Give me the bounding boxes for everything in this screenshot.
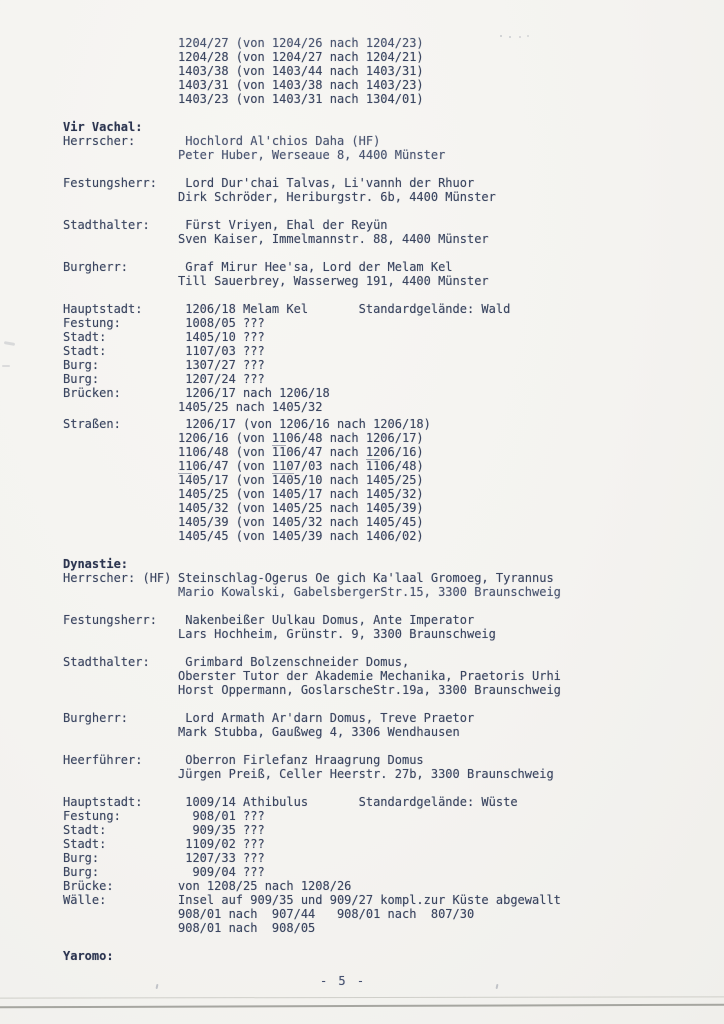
- section-heading-yaromo: Yaromo:: [63, 949, 114, 963]
- field-label: Stadt:: [63, 344, 107, 358]
- field-value: [178, 809, 265, 823]
- field-label: Brücke:: [63, 879, 114, 893]
- value-line: Sven Kaiser, Immelmannstr. 88, 4400 Münster: [178, 232, 489, 246]
- value-line: 1405/45 (von 1405/39 nach 1406/02): [178, 529, 424, 543]
- value-line: Peter Huber, Werseaue 8, 4400 Münster: [178, 148, 446, 162]
- field-label: Straßen:: [63, 417, 121, 431]
- value-line: von 1208/25 nach 1208/26: [178, 879, 352, 893]
- value-line: 1206/17 (von 1206/16 nach 1206/18): [178, 417, 431, 431]
- scan-artifact: [4, 341, 15, 346]
- record-row: [63, 711, 683, 739]
- underlined-coordinate: 110: [271, 459, 294, 473]
- field-label: Stadt:: [63, 837, 107, 851]
- value-line: 908/01 ???: [178, 809, 265, 823]
- field-label: Festungsherr:: [63, 613, 157, 627]
- value-line: Lord Dur'chai Talvas, Li'vannh der Rhuor: [178, 176, 475, 190]
- value-line: 909/04 ???: [178, 865, 265, 879]
- field-value: [178, 893, 561, 935]
- field-label: Stadthalter:: [63, 655, 150, 669]
- field-value: [178, 260, 489, 288]
- field-value: [178, 372, 265, 386]
- record-row: [63, 753, 683, 781]
- field-value: [178, 879, 351, 893]
- record-row: [63, 417, 683, 543]
- record-row: [63, 386, 683, 414]
- field-label: Herrscher: (HF): [63, 571, 172, 585]
- value-line: Oberron Firlefanz Hraagrung Domus: [178, 753, 424, 767]
- field-value: [178, 823, 265, 837]
- field-value: [178, 302, 510, 316]
- record-row: [63, 893, 683, 935]
- value-line: Fürst Vriyen, Ehal der Reyün: [178, 218, 388, 232]
- value-line: 1204/28 (von 1204/27 nach 1204/21): [178, 50, 424, 64]
- field-label: Hauptstadt:: [63, 302, 143, 316]
- field-label: Heerführer:: [63, 753, 143, 767]
- section-yaromo: [63, 949, 683, 963]
- record-row: [63, 655, 683, 697]
- field-value: [178, 134, 445, 162]
- field-value: [178, 753, 554, 781]
- value-line: 1206/18 Melam Kel Standardgelände: Wald: [178, 302, 511, 316]
- field-value: [178, 795, 518, 809]
- record-row: [63, 809, 683, 823]
- value-line: Graf Mirur Hee'sa, Lord der Melam Kel: [178, 260, 453, 274]
- underlined-coordinate: 11: [178, 459, 193, 473]
- scanner-edge-line: [0, 1004, 724, 1009]
- record-row: [63, 613, 683, 641]
- record-row: [63, 851, 683, 865]
- value-line: 1307/27 ???: [178, 358, 265, 372]
- field-label: Festung:: [63, 316, 121, 330]
- value-line: 1405/25 nach 1405/32: [178, 400, 323, 414]
- field-value: [178, 865, 265, 879]
- field-value: [178, 36, 424, 106]
- field-value: [178, 176, 496, 204]
- value-line: 1405/32 (von 1405/25 nach 1405/39): [178, 501, 424, 515]
- record-row: [63, 795, 683, 809]
- text-segment: 1106/48 (von 1106/47 nach: [178, 445, 366, 459]
- field-label: Hauptstadt:: [63, 795, 143, 809]
- value-line: Mark Stubba, Gaußweg 4, 3306 Wendhausen: [178, 725, 460, 739]
- record-row: [63, 344, 683, 358]
- value-line: 1403/23 (von 1403/31 nach 1304/01): [178, 92, 424, 106]
- section-heading-dynastie: Dynastie:: [63, 557, 129, 571]
- scan-artifact: [500, 35, 502, 37]
- text-segment: 06/47 (von: [192, 459, 272, 473]
- section-vir-vachal: [63, 120, 683, 543]
- value-line: [178, 431, 431, 445]
- field-label: Stadthalter:: [63, 218, 150, 232]
- record-row: [63, 865, 683, 879]
- document-body: [63, 36, 683, 963]
- record-row: [63, 823, 683, 837]
- record-row: [63, 176, 683, 204]
- text-segment: 06/48 nach 1206/17): [286, 431, 424, 445]
- record-row: [63, 218, 683, 246]
- field-value: [178, 316, 265, 330]
- value-line: 908/01 nach 907/44 908/01 nach 807/30: [178, 907, 475, 921]
- value-line: 1207/24 ???: [178, 372, 265, 386]
- value-line: Hochlord Al'chios Daha (HF): [178, 134, 381, 148]
- underlined-coordinate: 12: [365, 445, 381, 459]
- field-value: [178, 344, 265, 358]
- field-label: Stadt:: [63, 330, 107, 344]
- record-row: [63, 316, 683, 330]
- field-label: Burg:: [63, 372, 100, 386]
- text-segment: 1206/16 (von: [178, 431, 272, 445]
- record-row: [63, 260, 683, 288]
- text-segment: 7/03 nach 1106/48): [293, 459, 424, 473]
- record-row: [63, 837, 683, 851]
- field-label: Stadt:: [63, 823, 107, 837]
- field-value: [178, 218, 489, 246]
- field-value: [178, 386, 330, 414]
- value-line: [178, 459, 431, 473]
- value-line: Insel auf 909/35 und 909/27 kompl.zur Küste abgewallt: [178, 893, 561, 907]
- section-continuation-list: [63, 36, 683, 106]
- value-line: 1405/17 (von 1405/10 nach 1405/25): [178, 473, 424, 487]
- value-line: 1405/39 (von 1405/32 nach 1405/45): [178, 515, 424, 529]
- value-line: Oberster Tutor der Akademie Mechanika, Praetoris Urhi: [178, 669, 561, 683]
- field-value: [178, 571, 561, 599]
- field-value: [178, 711, 474, 739]
- record-row: [63, 330, 683, 344]
- value-line: 1107/03 ???: [178, 344, 265, 358]
- value-line: Nakenbeißer Uulkau Domus, Ante Imperator: [178, 613, 475, 627]
- record-row: [63, 571, 683, 599]
- value-line: Dirk Schröder, Heriburgstr. 6b, 4400 Münster: [178, 190, 496, 204]
- value-line: 908/01 nach 908/05: [178, 921, 316, 935]
- record-row: [63, 302, 683, 316]
- record-row: [63, 358, 683, 372]
- value-line: 1206/17 nach 1206/18: [178, 386, 330, 400]
- field-value: [178, 358, 265, 372]
- record-row: [63, 134, 683, 162]
- record-row: [63, 372, 683, 386]
- field-label: Wälle:: [63, 893, 107, 907]
- field-label: Brücken:: [63, 386, 121, 400]
- value-line: 1405/10 ???: [178, 330, 265, 344]
- value-line: 1405/25 (von 1405/17 nach 1405/32): [178, 487, 424, 501]
- value-line: 1008/05 ???: [178, 316, 265, 330]
- field-value: [178, 613, 496, 641]
- field-label: Burg:: [63, 851, 100, 865]
- field-label: Burgherr:: [63, 711, 129, 725]
- value-line: Mario Kowalski, GabelsbergerStr.15, 3300 Braunschweig: [178, 585, 561, 599]
- section-heading-vir-vachal: Vir Vachal:: [63, 120, 143, 134]
- value-line: 909/35 ???: [178, 823, 265, 837]
- value-line: 1109/02 ???: [178, 837, 265, 851]
- record-row: [63, 36, 683, 106]
- field-value: [178, 655, 561, 697]
- value-line: Till Sauerbrey, Wasserweg 191, 4400 Münster: [178, 274, 489, 288]
- value-line: 1009/14 Athibulus Standardgelände: Wüste: [178, 795, 518, 809]
- page-number: - 5 -: [319, 974, 367, 988]
- text-segment: 06/16): [380, 445, 424, 459]
- value-line: 1204/27 (von 1204/26 nach 1204/23): [178, 36, 424, 50]
- field-value: [178, 330, 265, 344]
- section-dynastie: [63, 557, 683, 935]
- value-line: Steinschlag-Ogerus Oe gich Ka'laal Gromoeg, Tyrannus: [178, 571, 554, 585]
- underlined-coordinate: 11: [271, 431, 287, 445]
- value-line: 1403/31 (von 1403/38 nach 1403/23): [178, 78, 424, 92]
- field-label: Festungsherr:: [63, 176, 157, 190]
- value-line: Grimbard Bolzenschneider Domus,: [178, 655, 410, 669]
- scanner-edge-line: [0, 996, 724, 998]
- value-line: Lars Hochheim, Grünstr. 9, 3300 Braunschweig: [178, 627, 496, 641]
- field-value: [178, 851, 265, 865]
- record-row: [63, 879, 683, 893]
- field-label: Herrscher:: [63, 134, 136, 148]
- value-line: 1403/38 (von 1403/44 nach 1403/31): [178, 64, 424, 78]
- field-label: Burg:: [63, 358, 100, 372]
- value-line: [178, 445, 431, 459]
- value-line: Horst Oppermann, GoslarscheStr.19a, 3300 Braunschweig: [178, 683, 561, 697]
- field-value: [178, 417, 431, 543]
- value-line: Lord Armath Ar'darn Domus, Treve Praetor: [178, 711, 475, 725]
- value-line: Jürgen Preiß, Celler Heerstr. 27b, 3300 Braunschweig: [178, 767, 554, 781]
- field-value: [178, 837, 265, 851]
- field-label: Burg:: [63, 865, 100, 879]
- field-label: Burgherr:: [63, 260, 129, 274]
- scan-artifact: [2, 365, 10, 367]
- field-label: Festung:: [63, 809, 121, 823]
- value-line: 1207/33 ???: [178, 851, 265, 865]
